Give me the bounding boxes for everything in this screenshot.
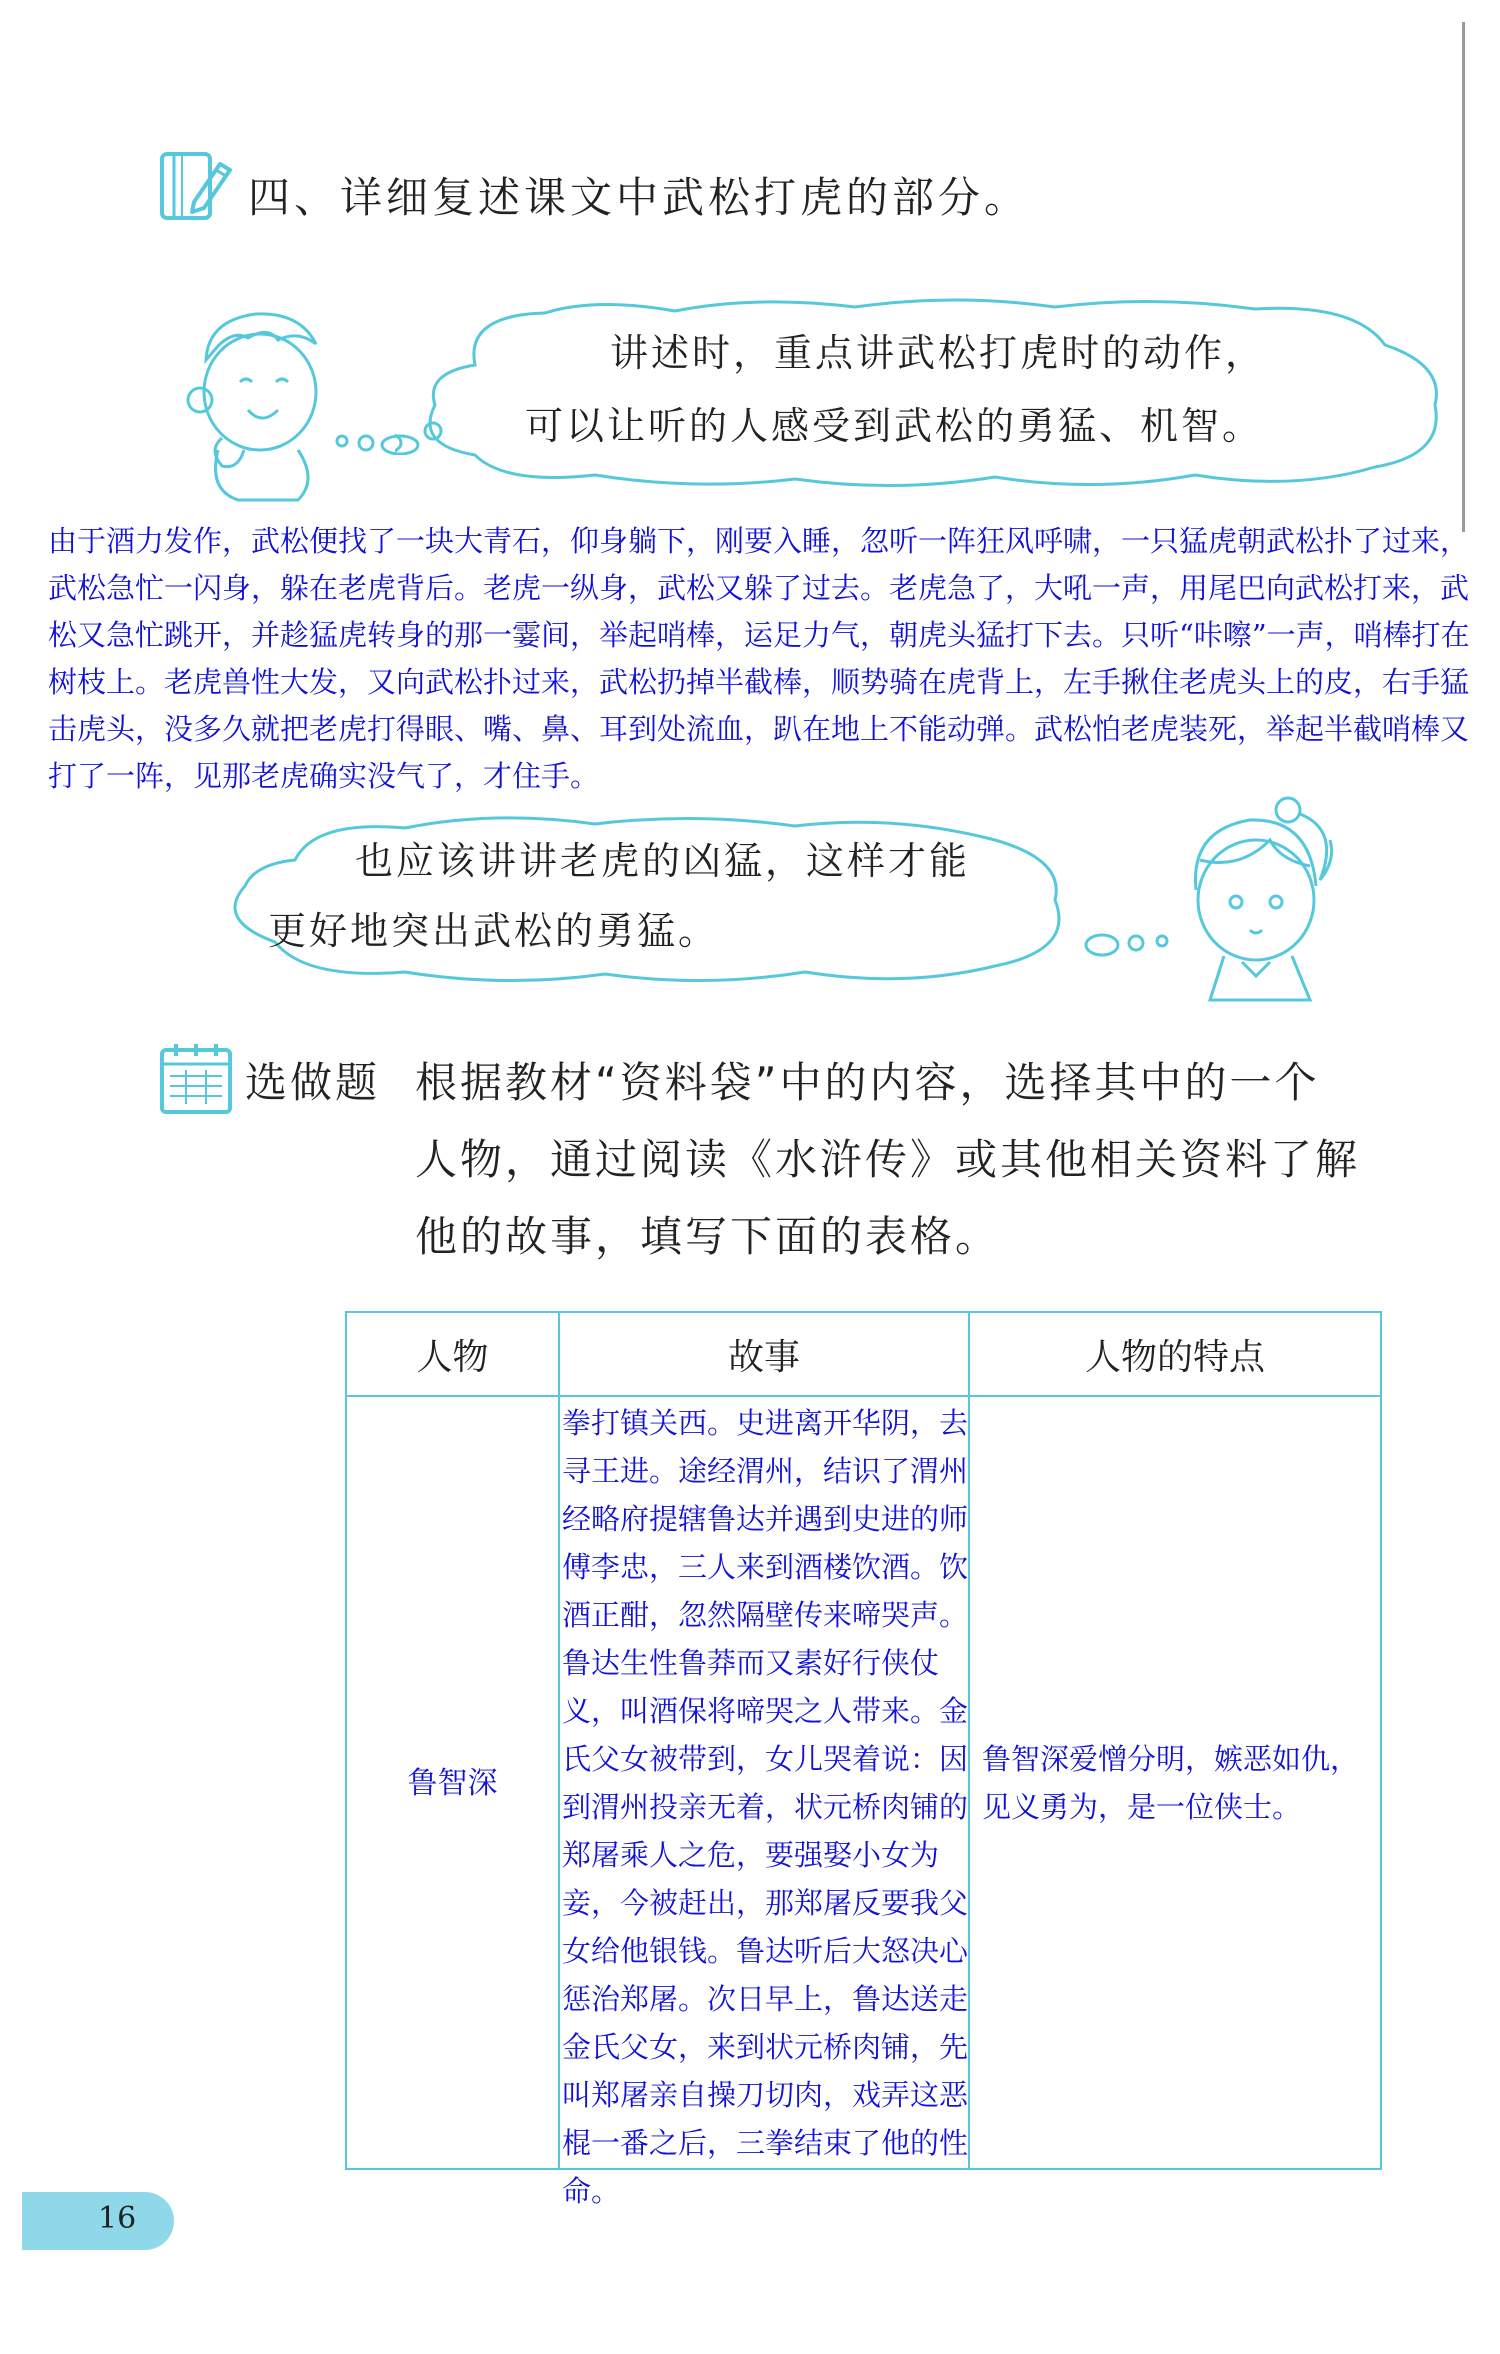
story-cell	[559, 1396, 969, 2208]
calendar-icon	[158, 1040, 234, 1116]
page-number: 16	[98, 2201, 137, 2236]
girl-hint-line2: 更好地突出武松的勇猛。	[268, 909, 720, 953]
header-traits: 人物的特点	[969, 1312, 1381, 1396]
character-cell: 鲁智深	[346, 1396, 559, 2169]
optional-label: 选做题	[245, 1058, 381, 1107]
optional-instruction-line3: 他的故事，填写下面的表格。	[415, 1212, 1001, 1261]
header-character: 人物	[346, 1312, 559, 1396]
table-header-row	[346, 1312, 1381, 1396]
section-title: 四、详细复述课文中武松打虎的部分。	[248, 173, 1031, 222]
story-text: 拳打镇关西。史进离开华阴，去寻王进。途经渭州，结识了渭州经略府提辖鲁达并遇到史进的师傅李忠，三人来到酒楼饮酒。饮酒正酣，忽然隔壁传来啼哭声。鲁达生性鲁莽而又素好行侠仗义，叫酒保将啼哭之人带来。金氏父女被带到，女儿哭着说：因到渭州投亲无着，状元桥肉铺的郑屠乘人之危，要强娶小女为妾，今被赶出，那郑屠反要我父女给他银钱。鲁达听后大怒决心惩治郑屠。次日早上，鲁达送走金氏父女，来到状元桥肉铺，先叫郑屠亲自操刀切肉，戏弄这恶棍一番之后，三拳结束了他的性命。	[562, 1406, 969, 2208]
thought-dots	[330, 415, 420, 455]
boy-illustration	[178, 300, 338, 510]
page-edge-line	[1462, 22, 1465, 532]
table-row	[346, 1396, 1381, 2169]
girl-illustration	[1170, 790, 1350, 1010]
boy-hint-line2: 可以让听的人感受到武松的勇猛、机智。	[525, 404, 1264, 448]
header-story: 故事	[559, 1312, 969, 1396]
thought-dots-girl	[1080, 925, 1180, 965]
traits-cell: 鲁智深爱憎分明，嫉恶如仇，见义勇为，是一位侠士。	[969, 1396, 1381, 2169]
story-table	[345, 1311, 1382, 2208]
boy-hint-line1: 讲述时，重点讲武松打虎时的动作，	[610, 331, 1267, 375]
optional-instruction-line1: 根据教材“资料袋”中的内容，选择其中的一个	[415, 1058, 1320, 1107]
answer-text: 由于酒力发作，武松便找了一块大青石，仰身躺下，刚要入睡，忽听一阵狂风呼啸，一只猛虎朝武松扑了过来，武松急忙一闪身，躲在老虎背后。老虎一纵身，武松又躲了过去。老虎急了，大吼一声，用尾巴向武松打来，武松又急忙跳开，并趁猛虎转身的那一霎间，举起哨棒，运足力气，朝虎头猛打下去。只听“咔嚓”一声，哨棒打在树枝上。老虎兽性大发，又向武松扑过来，武松扔掉半截棒，顺势骑在虎背上，左手揪住老虎头上的皮，右手猛击虎头，没多久就把老虎打得眼、嘴、鼻、耳到处流血，趴在地上不能动弹。武松怕老虎装死，举起半截哨棒又打了一阵，见那老虎确实没气了，才住手。	[48, 524, 1470, 793]
notebook-pencil-icon	[158, 150, 238, 226]
girl-hint-line1: 也应该讲讲老虎的凶猛，这样才能	[355, 839, 971, 883]
optional-instruction-line2: 人物，通过阅读《水浒传》或其他相关资料了解	[415, 1135, 1361, 1184]
